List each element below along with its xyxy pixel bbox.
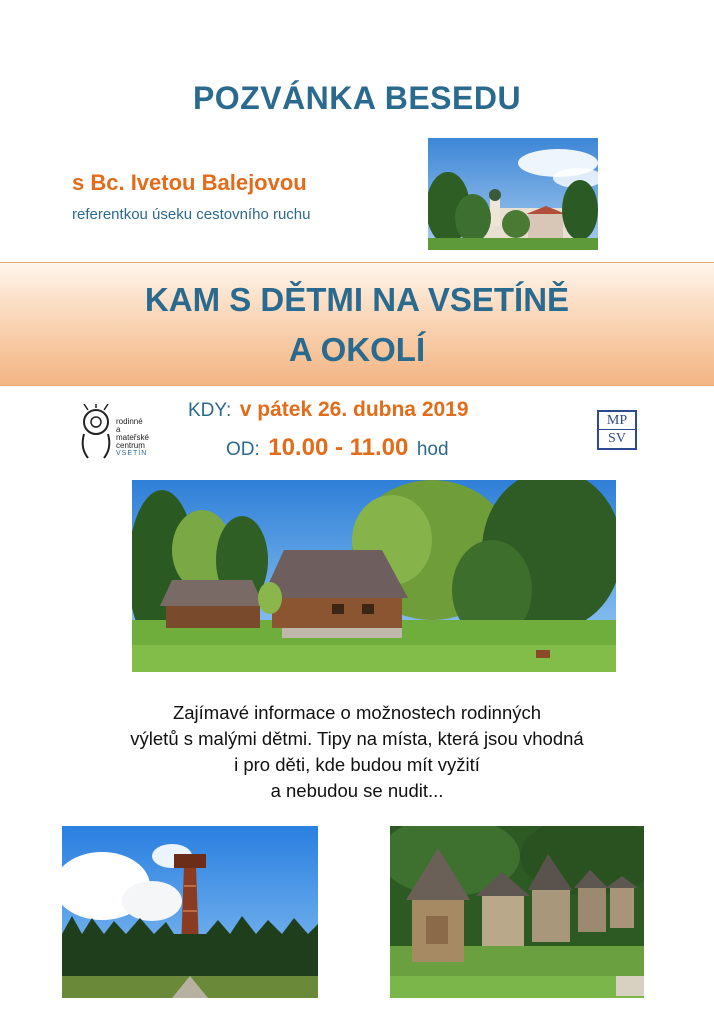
rmc-line-3: mateřské [116,433,149,442]
event-description [0,700,714,804]
rmc-line-1: rodinné [116,417,143,426]
banner-line-1: KAM S DĚTMI NA VSETÍNĚ [144,281,570,318]
kdy-value: v pátek 26. dubna 2019 [239,398,469,421]
description-line-2: výletů s malými dětmi. Tipy na místa, která jsou vhodná [130,728,584,749]
title-banner [0,262,714,386]
speaker-name: s Bc. Ivetou Balejovou [72,170,307,195]
od-unit: hod [416,439,449,460]
mpsv-bottom: SV [608,431,626,446]
beehives-photo [390,826,644,998]
event-date-row [188,398,469,428]
open-air-museum-photo [132,480,616,672]
mpsv-top: MP [599,412,635,430]
lookout-tower-photo [62,826,318,998]
kdy-label: KDY: [188,400,232,421]
rmc-line-5: VSETÍN [116,450,148,457]
description-line-3: i pro děti, kde budou mít vyžití [234,754,480,775]
od-value: 10.00 - 11.00 [268,434,409,461]
description-line-4: a nebudou se nudit... [270,780,444,801]
poster-title: POZVÁNKA BESEDU [192,80,522,116]
rmc-line-2: a [116,425,121,434]
description-line-1: Zajímavé informace o možnostech rodinných [172,702,542,723]
castle-photo [428,138,598,250]
event-time-row [226,434,449,468]
rmc-vsetin-logo [76,404,166,462]
rmc-line-4: centrum [116,441,145,450]
speaker-role: referentkou úseku cestovního ruchu [72,206,311,223]
od-label: OD: [226,439,260,460]
banner-line-2: A OKOLÍ [288,331,426,368]
mpsv-logo [597,410,637,450]
